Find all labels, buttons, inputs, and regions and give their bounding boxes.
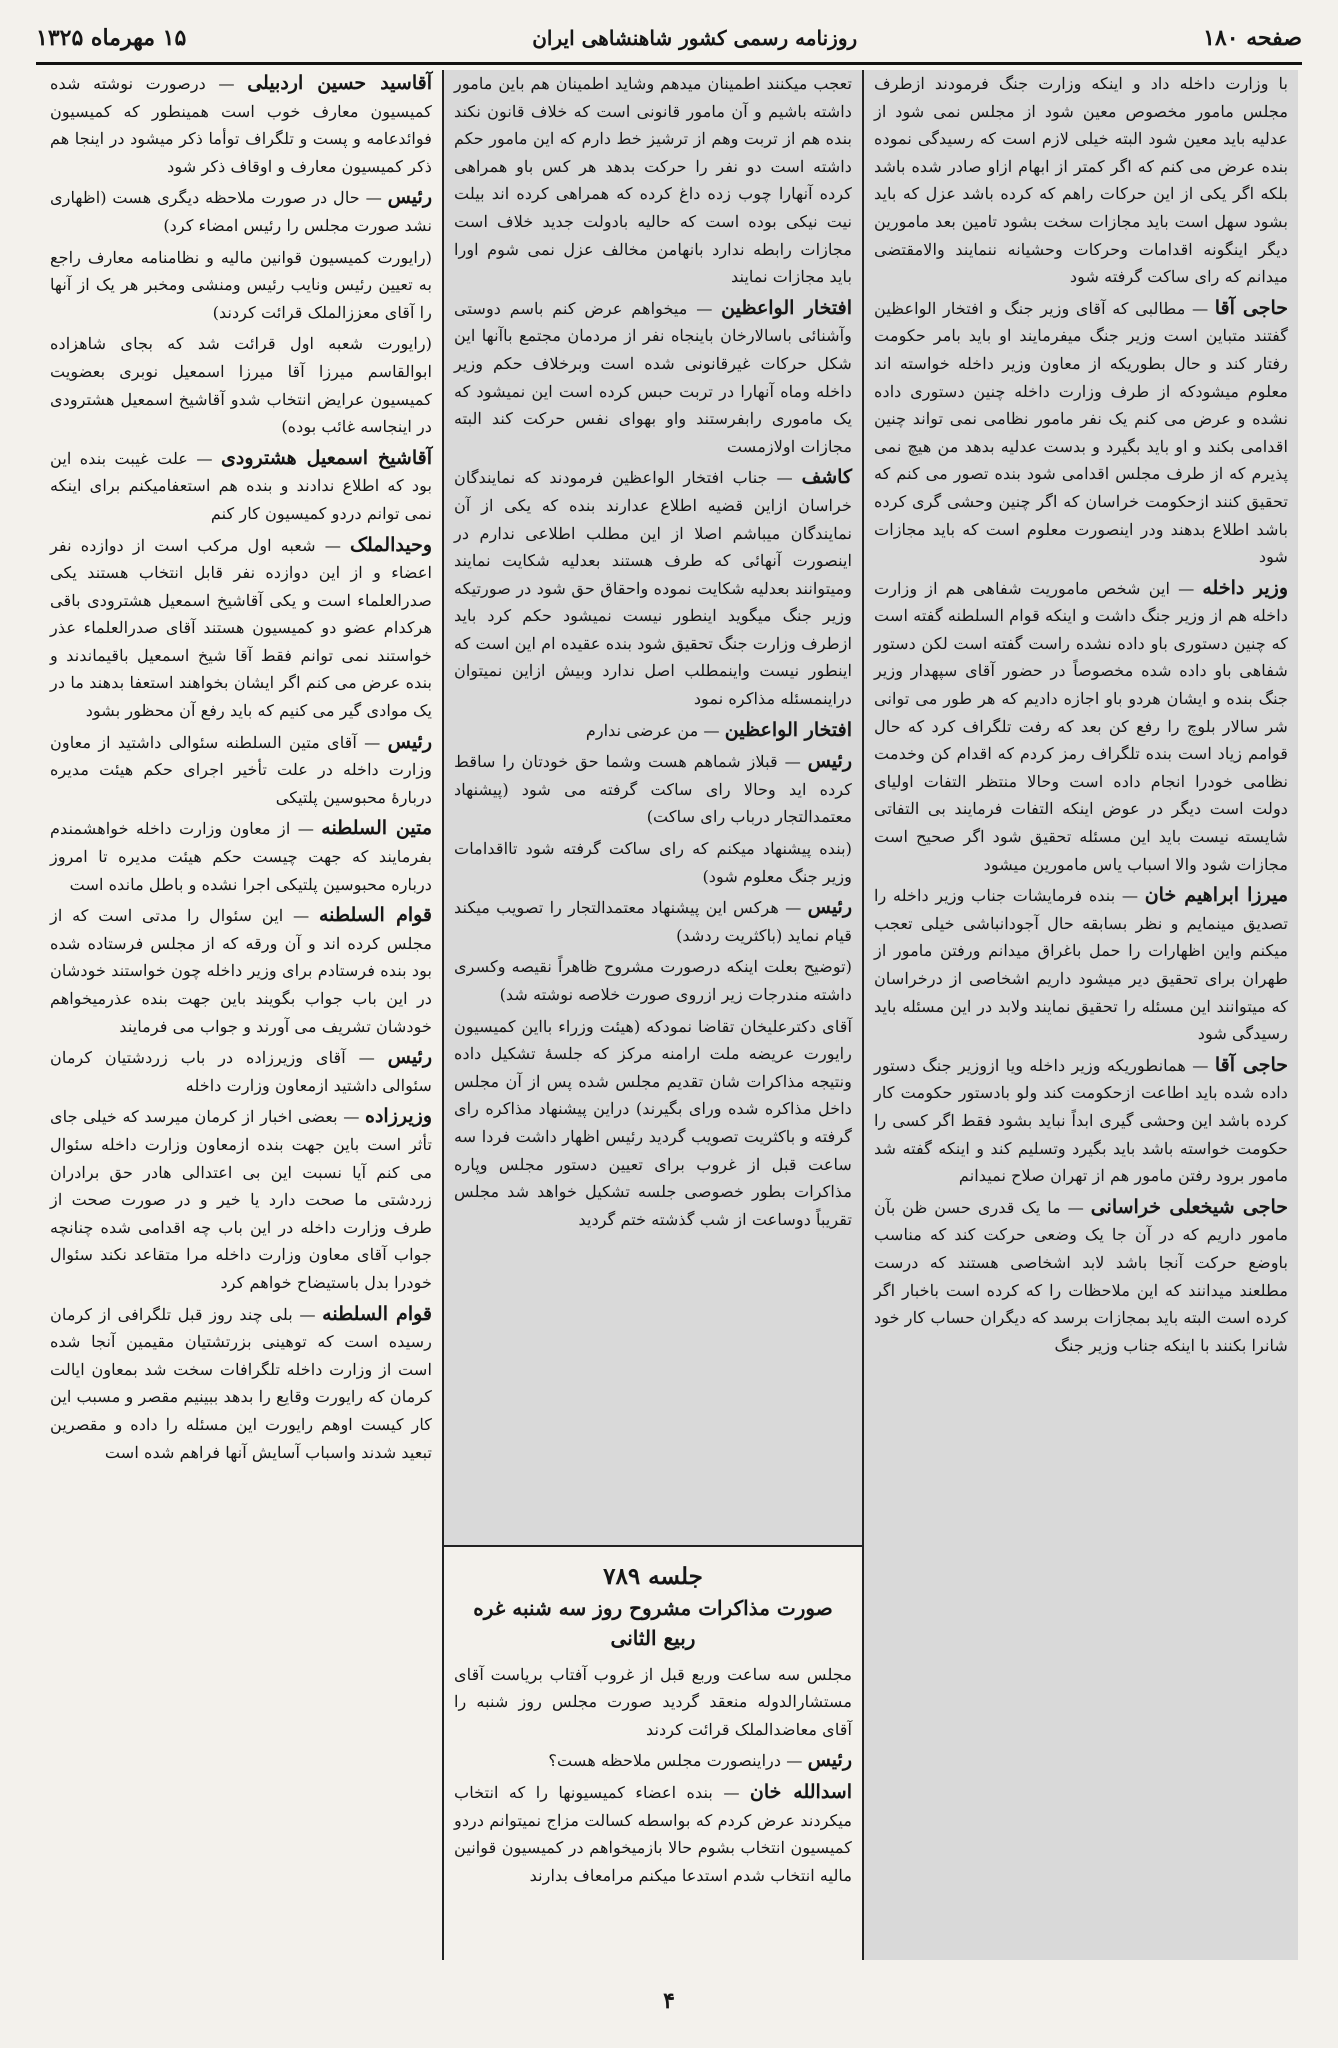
paragraph: (رایورت کمیسیون قوانین مالیه و نظامنامه معارف راجع به تعیین رئیس ونایب رئیس ومنشی ومخبر هر یک از آنها را آقای معززالملک قرائت کردند) (50, 247, 432, 322)
paragraph: با وزارت داخله داد و اینکه وزارت جنگ فرمودند ازطرف مجلس مامور مخصوص معین شود از مجلس نمی شود از عدلیه باید معین شود البته خیلی لازم است که رسیدگی نموده بنده عرض می کنم که اگر کمتر از ابهام ازاو صادر شده باشد بلکه اگر یکی از این حرکات راهم که کرده باشد عزل که باید بشود سهل است باید مجازات سخت بشود تامین بعد مامورین دیگر اینگونه اقدامات وحرکات وحشیانه ننمایند والامقتضی میدانم که رای ساکت گرفته شود (874, 74, 1288, 287)
speech-text: علت غیبت بنده این بود که اطلاع ندادند و بنده هم استعفامیکنم برای اینکه نمی توانم دردو کمیسیون کار کنم (50, 448, 432, 523)
speaker-name: وزیرزاده (365, 1105, 432, 1128)
speaker-dash: — (283, 906, 319, 926)
speech-text: بعضی اخبار از کرمان میرسد که خیلی جای تأثر است باین جهت بنده ازمعاون وزارت داخله سئوال می کنم آیا نسبت این بی اعتدالی هادر حق برادران زردشتی ما صحت دارد یا خیر و در صورت صحت از طرف وزارت داخله در این باب چه اقدامی شده چنانچه جواب آقای معاون وزارت داخله مرا متقاعد نکند سئوال خودرا بدل باستیضاح خواهم کرد (50, 1107, 432, 1292)
speaker-dash: — (356, 732, 388, 752)
speaker-paragraph (50, 445, 432, 528)
page-footer-number: ۴ (663, 1988, 675, 2014)
speaker-name: اسدالله خان (749, 1780, 853, 1803)
speaker-dash: — (187, 448, 221, 468)
speaker-dash: — (337, 1107, 365, 1127)
speaker-name: آقاشیخ اسمعیل هشترودی (221, 446, 432, 469)
speaker-name: رئیس (387, 186, 432, 209)
page-header (36, 20, 1302, 56)
speaker-dash: — (1060, 1197, 1091, 1217)
paragraph: مجلس سه ساعت وربع قبل از غروب آفتاب بریاست آقای مستشارالدوله منعقد گردید صورت مجلس روز شنبه را آقای معاضدالملک قرائت کردند (454, 1664, 852, 1739)
speech-text: شعبه اول مرکب است از دوازده نفر اعضاء و از این دوازده نفر قابل انتخاب هستند یکی صدرالعلماء است و یکی آقاشیخ اسمعیل هشترودی باقی هرکدام عضو دو کمیسیون هستند آقای صدرالعلماء عذر خواستند نمی توانم فقط آقا شیخ اسمعیل باقیماندند و بنده عرض می کنم اگر ایشان بخواهند استعفا بدهند ما در یک موادی گیر می کنیم که باید رفع آن محظور بشود (50, 535, 432, 721)
speaker-name: حاجی آقا (1214, 1053, 1288, 1076)
speaker-paragraph (874, 882, 1288, 1048)
columns (40, 70, 1298, 1960)
speaker-paragraph (50, 1044, 432, 1099)
speaker-name: حاجی آقا (1214, 296, 1289, 319)
speech-text: جناب افتخار الواعظین فرمودند که نمایندگان خراسان ازاین قضیه اطلاع عدارند بنده که یکی از آن نمایندگان میباشم اصلا از این مطلب اطلاعی ندارم در اینصورت آنهائی که طرف هستند بعدلیه شکایت نمایند ومیتوانند بعدلیه شکایت نموده واحقاق حق شود در صورتیکه وزیر جنگ میگوید اینطور نیست نمیشود حکم کرد باید ازطرف وزارت جنگ تحقیق شود بنده عقیده ام این است که اینطور نیست واینمطلب اصل ندارد وبیش ازاین نمیتوان دراینمسئله مذاکره نمود (454, 468, 852, 709)
speech-text: من عرضی ندارم (585, 720, 699, 740)
speaker-paragraph (454, 717, 852, 745)
speech-text: بلی چند روز قبل تلگرافی از کرمان رسیده است که توهینی بزرتشتیان مقیمین آنجا شده است از وزارت داخله تلگرافات سخت شد بمعاون ایالت کرمان که رایورت وقایع را بدهد ببینیم مقصر و مسبب این کار کیست اوهم رایورت این مسئله را داده و مقصرین تبعید شدند واسباب آسایش آنها فراهم شده است (50, 1304, 432, 1462)
speaker-paragraph (454, 894, 852, 949)
paragraph: (توضیح بعلت اینکه درصورت مشروح ظاهراً نقیصه وکسری داشته مندرجات زیر ازروی صورت خلاصه نوشته شد) (454, 957, 852, 1004)
speaker-name: افتخار الواعظین (724, 718, 852, 741)
speaker-name: حاجی شیخعلی خراسانی (1090, 1195, 1288, 1218)
speaker-dash: — (1185, 1055, 1215, 1075)
column-middle-lower (454, 1547, 852, 1889)
speech-text: میخواهم عرض کنم باسم دوستی وآشنائی باسالارخان باینجاه نفر از مردمان مجتمع باآنها این شکل حرکات غیرقانونی شده است وبرخلاف حکم وزیر داخله وماه آنهارا در تربت حبس کرده است این نمیشود که یک ماموری رابفرستند واو بهوای نفس حرکت کند البته مجازات اولازمست (454, 298, 852, 456)
speaker-dash: — (712, 1782, 750, 1802)
speaker-name: قوام السلطنه (322, 1302, 433, 1325)
speaker-paragraph (50, 70, 432, 180)
speech-text: این سئوال را مدتی است که از مجلس کرده اند و آن ورقه که از مجلس فرستاده شده بود بنده فرستادم برای وزیر داخله چون خواستند خودشان در این باب جواب بگویند باین جهت بنده عذرمیخواهم خودشان تشریف می آورند و جواب می فرمایند (50, 906, 432, 1036)
page-number-label: صفحه ۱۸۰ (1203, 25, 1302, 51)
speaker-dash: — (698, 720, 725, 740)
speech-text: هرکس این پیشنهاد معتمدالتجار را تصویب میکند قیام نماید (باکثریت ردشد) (454, 898, 852, 945)
speaker-name: رئیس (807, 1749, 852, 1772)
paragraph: (رایورت شعبه اول قرائت شد که بجای شاهزاده ابوالقاسم میرزا آقا میرزا اسمعیل نوبری بعضویت کمیسیون عرایض انتخاب شدو آقاشیخ اسمعیل هشترودی در اینجاسه غائب بوده) (50, 334, 432, 437)
speech-text: همانطوریکه وزیر داخله ویا ازوزیر جنگ دستور داده شده باید اطاعت ازحکومت کند ولو بادستور حکومت کار کرده باشد این وحشی گیری ابداً نباید بشود فقط اگر کسی را حکومت خواسته باشد باید بگیرد وتسلیم کند و اینکه گفته شد مامور برود رفتن مامور هم از تهران صلاح نمیدانم (874, 1055, 1288, 1186)
speech-text: قبلاز شماهم هست وشما حق خودتان را ساقط کرده اید وحالا رای ساکت گرفته می شود (پیشنهاد معتمدالتجار درباب رای ساکت) (454, 752, 852, 827)
speaker-name: رئیس (387, 730, 433, 753)
speaker-dash: — (345, 1048, 388, 1068)
speaker-dash: — (315, 535, 351, 555)
speaker-name: آقاسید حسین اردبیلی (247, 72, 432, 94)
speaker-paragraph (874, 1052, 1288, 1190)
speech-text: حال در صورت ملاحظه دیگری هست (اظهاری نشد صورت مجلس را رئیس امضاء کرد) (50, 188, 432, 235)
speaker-dash: — (777, 752, 808, 772)
newspaper-title: روزنامه رسمی کشور شاهنشاهی ایران (532, 26, 858, 50)
paragraph: (بنده پیشنهاد میکنم که رای ساکت گرفته شود تااقدامات وزیر جنگ معلوم شود) (454, 839, 852, 886)
speaker-name: متین السلطنه (321, 817, 433, 840)
speaker-paragraph (874, 575, 1288, 879)
column-middle-upper (444, 70, 862, 1547)
speech-text: بنده فرمایشات جناب وزیر داخله را تصدیق مینمایم و نظر بسابقه حال آجودانباشی خیلی تعجب میکنم واین اظهارات را حمل باغراق میدانم ورفتن مامور از طهران برای تحقیق دیر میشود داریم اشخاصی از درخراسان که میتوانند این مسئله را تحقیق نمایند ولابد در این مسئله باید رسیدگی شود (874, 886, 1288, 1044)
speaker-paragraph (50, 532, 432, 725)
speaker-paragraph (50, 729, 432, 812)
speaker-name: وزیر داخله (1202, 576, 1288, 599)
speaker-name: رئیس (387, 1046, 433, 1069)
speaker-name: میرزا ابراهیم خان (1144, 884, 1289, 907)
speaker-paragraph (454, 1779, 852, 1889)
speaker-name: رئیس (807, 896, 853, 919)
speaker-name: افتخار الواعظین (721, 296, 852, 319)
speaker-paragraph (874, 295, 1288, 571)
speaker-paragraph (454, 295, 852, 461)
column-left (40, 70, 442, 1960)
speech-text: ما یک قدری حسن ظن بآن مامور داریم که در آن جا یک وضعی حرکت کند که مناسب باوضع حرکت آنجا باشد لابد اشخاصی هستند که درست مطلعند میدانند که این ملاحظات را که کرده است باخبار اگر کرده است البته باید بمجازات برسد که دیگران حساب کار خود شانرا بکنند با اینکه جناب وزیر جنگ (874, 1197, 1288, 1355)
session-subheading: صورت مذاکرات مشروح روز سه شنبه غره ربیع الثانی (473, 1595, 833, 1650)
speech-text: دراینصورت مجلس ملاحظه هست؟ (548, 1751, 782, 1771)
speaker-dash: — (1170, 578, 1203, 598)
speaker-name: وحیدالملک (350, 533, 432, 556)
speaker-dash: — (290, 819, 322, 839)
speech-text: مطالبی که آقای وزیر جنگ و افتخار الواعظین گفتند متباین است وزیر جنگ میفرمایند او باید بامر حکومت رفتار کند و حال بطوریکه از معاون وزیر داخله خواسته اند معلوم میشودکه از طرف وزارت داخله چنین دستوری داده نشده و عرض می کنم یک نفر مامور نظامی نمی تواند چنین اقدامی بکند و او باید بگیرد و بدست عدلیه بدهد من هیچ نمی پذیرم که از طرف مجلس اقدامی شود بنده تصور می کنم که تحقیق کنند ازحکومت خراسان که اگر چنین وحشی گری کرده باشد اطلاع بدهند ودر اینصورت معلوم است که باید مجازات شود (874, 298, 1288, 567)
speaker-paragraph (50, 1103, 432, 1296)
speaker-name: کاشف (801, 466, 852, 489)
speaker-dash: — (1115, 886, 1145, 906)
speaker-dash: — (778, 898, 808, 918)
speech-text: از معاون وزارت داخله خواهشمندم بفرمایند که جهت چیست حکم هیئت مدیره تا امروز درباره محبوسین پلتیکی اجرا نشده و باطل مانده است (50, 819, 432, 894)
speaker-dash: — (781, 1751, 808, 1771)
speaker-name: رئیس (807, 750, 852, 773)
paragraph: آقای دکترعلیخان تقاضا نمودکه (هیئت وزراء بااین کمیسیون رایورت عریضه ملت ارامنه مرکز که جلسهٔ تشکیل داده ونتیجه مذاکرات شان تقدیم مجلس شده پس از آن مجلس داخل مذاکره شده ورای بگیرند) دراین پیشنهاد مذاکره رای گرفته و باکثریت تصویب گردید رئیس اظهار داشت فردا سه ساعت قبل از غروب برای تعیین دستور مجلس وپاره مذاکرات بطور خصوصی جلسه تشکیل خواهد شد مجلس تقریباً دوساعت از شب گذشته ختم گردید (454, 1016, 852, 1229)
speaker-paragraph (874, 1194, 1288, 1360)
speaker-paragraph (454, 748, 852, 831)
speaker-dash: — (767, 468, 802, 488)
speaker-paragraph (50, 184, 432, 239)
speech-text: آقای وزیرزاده در باب زردشتیان کرمان سئوالی داشتید ازمعاون وزارت داخله (50, 1048, 432, 1095)
speaker-paragraph (454, 1747, 852, 1775)
speech-text: بنده اعضاء کمیسیونها را که انتخاب میکردند عرض کردم که بواسطه کسالت مزاج نمیتوانم دردو کمیسیون انتخاب بشوم حالا بازمیخواهم در کمیسیون قوانین مالیه انتخاب شدم استدعا میکنم مرامعاف بدارند (454, 1782, 852, 1885)
speech-text: آقای متین السلطنه سئوالی داشتید از معاون وزارت داخله در علت تأخیر اجرای حکم هیئت مدیره دربارهٔ محبوسین پلتیکی (50, 732, 432, 807)
column-right (862, 70, 1298, 1960)
header-rule (36, 62, 1302, 65)
speaker-dash: — (359, 188, 388, 208)
issue-date: ۱۵ مهرماه ۱۳۲۵ (36, 25, 187, 51)
speech-text: این شخص ماموریت شفاهی هم از وزارت داخله هم از وزیر جنگ داشت و اینکه قوام السلطنه گفته است که چنین دستوری باو داده نشده راست گفته است لکن دستور شفاهی باو داده شده مخصوصاً در حضور آقای سپهدار وزیر جنگ بنده و ایشان هردو باو اجازه دادیم که هر طور می توانی شر سالار بلوچ را رفع کن بعد که رفت تلگراف کرد که حال قوامم زیاد است بنده تلگراف رمز کردم که اقدام کن وخدمت نظامی خودرا انجام داده است وحالا منتظر التفات اولیای دولت است دیگر در عوض اینکه التفات فرمایند بی التفاتی شایسته نیست باید این مسئله تحقیق شود اگر صحیح است مجازات شود والا اسباب یاس مامورین میشود (874, 578, 1288, 874)
speaker-paragraph (454, 464, 852, 712)
speech-text: درصورت نوشته شده کمیسیون معارف خوب است همینطور که کمیسیون فوائدعامه و پست و تلگراف توأما ذکر میشود در اینجا هم ذکر کمیسیون معارف و اوقاف ذکر شود (50, 74, 432, 176)
session-heading: جلسه ۷۸۹ (603, 1563, 703, 1590)
speaker-paragraph (50, 902, 432, 1040)
speaker-paragraph (50, 1301, 432, 1467)
column-middle (442, 70, 862, 1960)
speaker-paragraph (50, 815, 432, 898)
paragraph: تعجب میکنند اطمینان میدهم وشاید اطمینان هم باین مامور داشته باشیم و آن مامور قانونی است که خلاف قانون نکند بنده هم از تربت وهم از ترشیز خط دارم که این مامور حکم داشته است دو نفر را حرکت بدهد هر کس باو همراهی کرده آنهارا چوب زده داغ کرده که همراهی کرده اند بیلت نیت نیکی بوده است که حالیه بادولت جدید خلاف است مجازات رابطه ندارد بانهامن مخالف عزل نمی شوم اورا باید مجازات نمایند (454, 74, 852, 287)
speaker-dash: — (205, 74, 248, 93)
speaker-dash: — (1185, 298, 1215, 318)
speaker-dash: — (687, 298, 722, 318)
speaker-dash: — (292, 1304, 323, 1324)
speaker-name: قوام السلطنه (319, 904, 433, 927)
